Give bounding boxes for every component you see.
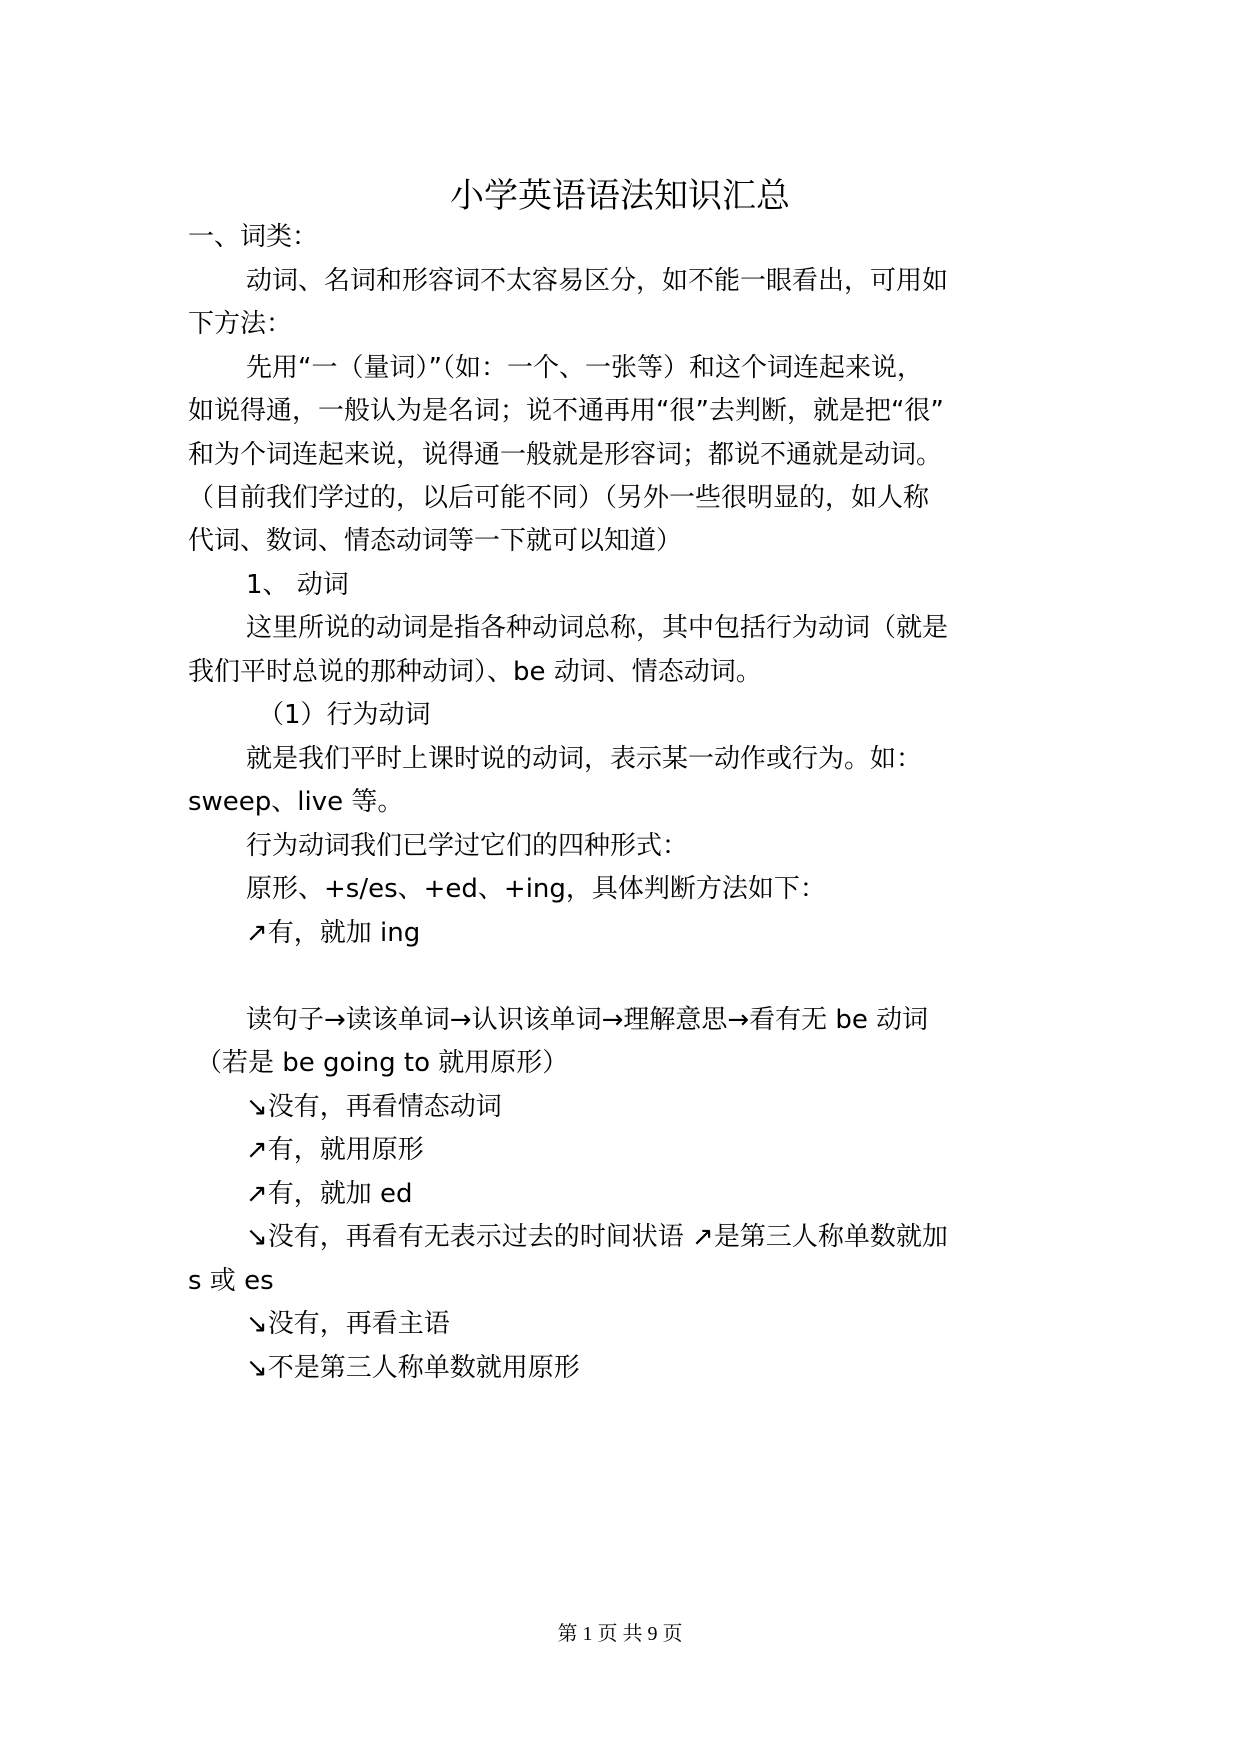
flow-line: ↘没有，再看有无表示过去的时间状语 ↗是第三人称单数就加	[246, 1222, 948, 1252]
paragraph-line: 动词、名词和形容词不太容易区分，如不能一眼看出，可用如	[246, 266, 949, 296]
flow-line: ↗有，就用原形	[246, 1135, 424, 1165]
section-heading-word-classes: 一、词类：	[188, 222, 319, 252]
flow-line: s 或 es	[188, 1266, 274, 1296]
page-number-footer: 第 1 页 共 9 页	[557, 1623, 683, 1645]
paragraph-line: 先用“一（量词）”（如：一个、一张等）和这个词连起来说，	[246, 353, 923, 383]
paragraph-line: 就是我们平时上课时说的动词，表示某一动作或行为。如：	[246, 744, 923, 774]
paragraph-line: 我们平时总说的那种动词）、be 动词、情态动词。	[188, 657, 762, 687]
paragraph-line: 行为动词我们已学过它们的四种形式：	[246, 831, 689, 861]
paragraph-line: 原形、+s/es、+ed、+ing，具体判断方法如下：	[246, 874, 826, 904]
subheading-action-verbs: （1）行为动词	[258, 700, 431, 730]
subheading-verbs: 1、 动词	[246, 570, 349, 600]
flow-line: ↘没有，再看情态动词	[246, 1092, 502, 1122]
paragraph-line: 下方法：	[188, 309, 293, 339]
document-title: 小学英语语法知识汇总	[450, 176, 790, 216]
flow-line: （若是 be going to 就用原形）	[196, 1048, 569, 1078]
flow-line: 读句子→读该单词→认识该单词→理解意思→看有无 be 动词	[246, 1005, 929, 1035]
paragraph-line: 代词、数词、情态动词等一下就可以知道）	[188, 526, 683, 556]
flow-line: ↘不是第三人称单数就用原形	[246, 1353, 580, 1383]
flow-line: ↘没有，再看主语	[246, 1309, 450, 1339]
paragraph-line: 如说得通，一般认为是名词；说不通再用“很”去判断，就是把“很”	[188, 396, 944, 426]
flow-line: ↗有，就加 ed	[246, 1179, 413, 1209]
paragraph-line: sweep、live 等。	[188, 787, 404, 817]
paragraph-line: 这里所说的动词是指各种动词总称，其中包括行为动词（就是	[246, 613, 949, 643]
flow-line: ↗有，就加 ing	[246, 918, 421, 948]
paragraph-line: （目前我们学过的，以后可能不同）（另外一些很明显的，如人称	[188, 483, 930, 513]
paragraph-line: 和为个词连起来说，说得通一般就是形容词；都说不通就是动词。	[188, 440, 943, 470]
